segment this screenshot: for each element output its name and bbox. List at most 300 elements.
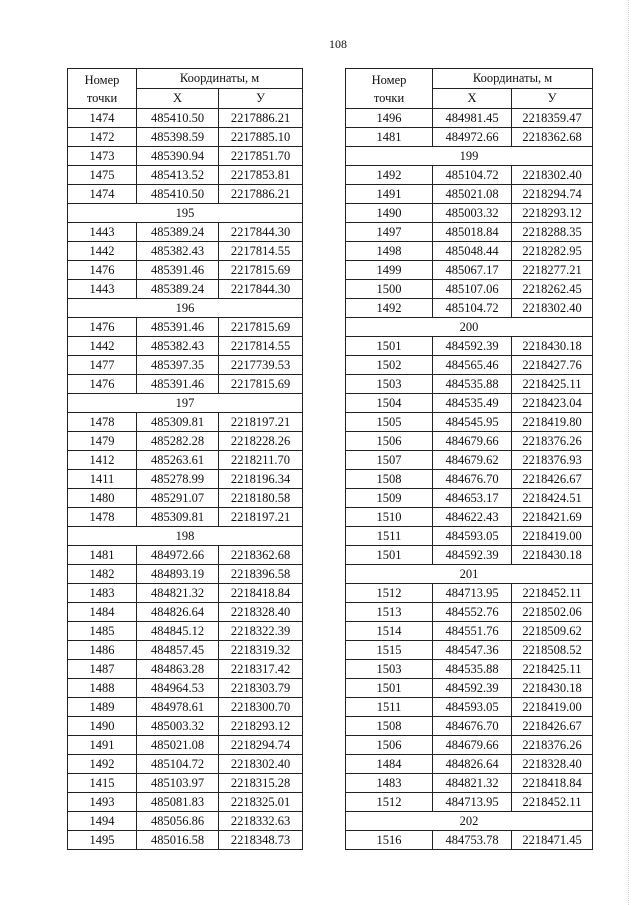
table-row [346,394,593,413]
table-row [68,356,303,375]
y-coordinate-cell: 2217815.69 [219,318,303,337]
table-row [346,717,593,736]
table-row [346,831,593,850]
section-row [68,299,303,318]
table-row [68,451,303,470]
y-coordinate-cell: 2218180.58 [219,489,303,508]
table-row [346,223,593,242]
table-row [346,546,593,565]
y-coordinate-cell: 2218277.21 [512,261,593,280]
x-coordinate-cell: 484845.12 [137,622,219,641]
section-row [346,147,593,166]
x-coordinate-cell: 484981.45 [433,109,512,128]
table-row [346,242,593,261]
x-coordinate-cell: 485016.58 [137,831,219,850]
y-coordinate-cell: 2218502.06 [512,603,593,622]
point-number-cell: 1512 [346,584,433,603]
table-row [68,622,303,641]
x-coordinate-cell: 485309.81 [137,508,219,527]
point-number-cell: 1508 [346,470,433,489]
x-coordinate-cell: 484753.78 [433,831,512,850]
table-row [68,128,303,147]
point-number-cell: 1490 [68,717,137,736]
y-coordinate-cell: 2217851.70 [219,147,303,166]
x-coordinate-cell: 484622.43 [433,508,512,527]
point-number-cell: 1485 [68,622,137,641]
x-coordinate-cell: 485278.99 [137,470,219,489]
table-row [346,280,593,299]
table-row [346,489,593,508]
x-coordinate-cell: 484972.66 [433,128,512,147]
coordinates-table-right [345,68,593,850]
section-row [346,318,593,337]
table-header [68,69,303,109]
y-coordinate-cell: 2218376.26 [512,432,593,451]
x-coordinate-cell: 484676.70 [433,470,512,489]
section-row [68,204,303,223]
point-number-cell: 1491 [68,736,137,755]
x-coordinate-cell: 485104.72 [433,166,512,185]
table-row [346,527,593,546]
x-coordinate-cell: 484592.39 [433,546,512,565]
table-row [346,261,593,280]
point-number-cell: 1515 [346,641,433,660]
table-row [68,280,303,299]
y-coordinate-cell: 2218419.00 [512,527,593,546]
point-number-cell: 1500 [346,280,433,299]
point-number-cell: 1411 [68,470,137,489]
point-number-header-label: Номер точки [371,72,407,105]
point-number-cell: 1516 [346,831,433,850]
point-number-cell: 1504 [346,394,433,413]
x-coordinate-cell: 485291.07 [137,489,219,508]
x-header: X [137,89,219,109]
y-coordinate-cell: 2218418.84 [219,584,303,603]
point-number-cell: 1492 [346,299,433,318]
point-number-cell: 1481 [346,128,433,147]
point-number-header-label: Номер точки [84,72,120,105]
point-number-cell: 1506 [346,432,433,451]
x-coordinate-cell: 484972.66 [137,546,219,565]
point-number-cell: 1509 [346,489,433,508]
point-number-cell: 1498 [346,242,433,261]
x-coordinate-cell: 485021.08 [433,185,512,204]
table-row [346,584,593,603]
y-coordinate-cell: 2218426.67 [512,717,593,736]
y-coordinate-cell: 2218302.40 [512,166,593,185]
y-coordinate-cell: 2218293.12 [512,204,593,223]
table-row [68,584,303,603]
y-coordinate-cell: 2218332.63 [219,812,303,831]
y-coordinate-cell: 2217739.53 [219,356,303,375]
y-coordinate-cell: 2218376.93 [512,451,593,470]
table-row [346,774,593,793]
y-coordinate-cell: 2218302.40 [512,299,593,318]
y-coordinate-cell: 2218452.11 [512,793,593,812]
point-number-cell: 1495 [68,831,137,850]
x-coordinate-cell: 485410.50 [137,185,219,204]
point-number-cell: 1474 [68,109,137,128]
y-coordinate-cell: 2218509.62 [512,622,593,641]
y-coordinate-cell: 2218471.45 [512,831,593,850]
y-coordinate-cell: 2218317.42 [219,660,303,679]
x-header: X [433,89,512,109]
table-row [346,736,593,755]
x-coordinate-cell: 484821.32 [433,774,512,793]
point-number-cell: 1482 [68,565,137,584]
y-coordinate-cell: 2217886.21 [219,109,303,128]
x-coordinate-cell: 484535.49 [433,394,512,413]
table-row [346,204,593,223]
table-row [346,679,593,698]
y-coordinate-cell: 2218362.68 [512,128,593,147]
x-coordinate-cell: 485107.06 [433,280,512,299]
table-row [68,736,303,755]
point-number-cell: 1483 [68,584,137,603]
y-coordinate-cell: 2217844.30 [219,223,303,242]
y-coordinate-cell: 2218211.70 [219,451,303,470]
y-coordinate-cell: 2218197.21 [219,413,303,432]
x-coordinate-cell: 485413.52 [137,166,219,185]
x-coordinate-cell: 485390.94 [137,147,219,166]
y-coordinate-cell: 2218430.18 [512,679,593,698]
point-number-cell: 1514 [346,622,433,641]
table-row [68,717,303,736]
table-row [68,185,303,204]
table-row [68,166,303,185]
y-coordinate-cell: 2218362.68 [219,546,303,565]
x-coordinate-cell: 484821.32 [137,584,219,603]
point-number-cell: 1492 [346,166,433,185]
point-number-cell: 1473 [68,147,137,166]
table-row [346,622,593,641]
table-row [68,565,303,584]
x-coordinate-cell: 485003.32 [137,717,219,736]
point-number-cell: 1484 [346,755,433,774]
x-coordinate-cell: 484679.62 [433,451,512,470]
point-number-cell: 1490 [346,204,433,223]
y-coordinate-cell: 2218315.28 [219,774,303,793]
x-coordinate-cell: 485389.24 [137,223,219,242]
y-coordinate-cell: 2218348.73 [219,831,303,850]
x-coordinate-cell: 484679.66 [433,432,512,451]
y-coordinate-cell: 2218322.39 [219,622,303,641]
point-number-cell: 1476 [68,318,137,337]
y-coordinate-cell: 2218418.84 [512,774,593,793]
table-row [68,546,303,565]
table-row [68,603,303,622]
section-number: 200 [346,318,593,337]
point-number-cell: 1478 [68,413,137,432]
y-coordinate-cell: 2218319.32 [219,641,303,660]
point-number-cell: 1497 [346,223,433,242]
y-coordinate-cell: 2217886.21 [219,185,303,204]
x-coordinate-cell: 485397.35 [137,356,219,375]
x-coordinate-cell: 484713.95 [433,793,512,812]
point-number-cell: 1513 [346,603,433,622]
y-coordinate-cell: 2218425.11 [512,660,593,679]
section-row [68,527,303,546]
point-number-cell: 1489 [68,698,137,717]
table-row [346,641,593,660]
table-row [346,166,593,185]
x-coordinate-cell: 485391.46 [137,318,219,337]
y-coordinate-cell: 2218424.51 [512,489,593,508]
table-row [68,508,303,527]
x-coordinate-cell: 484893.19 [137,565,219,584]
table-row [346,755,593,774]
x-coordinate-cell: 484863.28 [137,660,219,679]
point-number-cell: 1486 [68,641,137,660]
y-coordinate-cell: 2218396.58 [219,565,303,584]
x-coordinate-cell: 485003.32 [433,204,512,223]
y-coordinate-cell: 2218196.34 [219,470,303,489]
y-coordinate-cell: 2218430.18 [512,337,593,356]
y-coordinate-cell: 2217853.81 [219,166,303,185]
x-coordinate-cell: 484826.64 [137,603,219,622]
point-number-cell: 1487 [68,660,137,679]
x-coordinate-cell: 484547.36 [433,641,512,660]
table-row [68,109,303,128]
point-number-cell: 1501 [346,679,433,698]
y-coordinate-cell: 2218302.40 [219,755,303,774]
point-number-cell: 1443 [68,280,137,299]
table-row [346,470,593,489]
point-number-cell: 1476 [68,261,137,280]
y-coordinate-cell: 2218288.35 [512,223,593,242]
x-coordinate-cell: 485056.86 [137,812,219,831]
x-coordinate-cell: 484592.39 [433,679,512,698]
table-row [68,660,303,679]
section-number: 202 [346,812,593,831]
point-number-cell: 1496 [346,109,433,128]
y-coordinate-cell: 2218293.12 [219,717,303,736]
x-coordinate-cell: 484592.39 [433,337,512,356]
section-number: 196 [68,299,303,318]
y-coordinate-cell: 2217814.55 [219,337,303,356]
x-coordinate-cell: 485021.08 [137,736,219,755]
point-number-cell: 1415 [68,774,137,793]
x-coordinate-cell: 484679.66 [433,736,512,755]
y-coordinate-cell: 2218423.04 [512,394,593,413]
point-number-cell: 1499 [346,261,433,280]
point-number-cell: 1442 [68,337,137,356]
point-number-cell: 1501 [346,337,433,356]
table-row [346,660,593,679]
y-coordinate-cell: 2217844.30 [219,280,303,299]
point-number-cell: 1512 [346,793,433,812]
section-number: 201 [346,565,593,584]
x-coordinate-cell: 485382.43 [137,242,219,261]
point-number-cell: 1443 [68,223,137,242]
x-coordinate-cell: 484676.70 [433,717,512,736]
x-coordinate-cell: 484535.88 [433,375,512,394]
x-coordinate-cell: 484857.45 [137,641,219,660]
table-body [68,109,303,850]
section-row [68,394,303,413]
table-row [68,489,303,508]
x-coordinate-cell: 484551.76 [433,622,512,641]
table-row [68,261,303,280]
point-number-header [68,69,137,109]
point-number-cell: 1491 [346,185,433,204]
point-number-cell: 1474 [68,185,137,204]
y-coordinate-cell: 2218426.67 [512,470,593,489]
x-coordinate-cell: 485104.72 [137,755,219,774]
y-coordinate-cell: 2218325.01 [219,793,303,812]
point-number-cell: 1503 [346,375,433,394]
y-coordinate-cell: 2217815.69 [219,261,303,280]
table-row [68,318,303,337]
x-coordinate-cell: 485081.83 [137,793,219,812]
y-coordinate-cell: 2218328.40 [512,755,593,774]
y-coordinate-cell: 2218421.69 [512,508,593,527]
y-coordinate-cell: 2218262.45 [512,280,593,299]
y-coordinate-cell: 2218228.26 [219,432,303,451]
x-coordinate-cell: 485018.84 [433,223,512,242]
y-coordinate-cell: 2218197.21 [219,508,303,527]
table-row [346,299,593,318]
point-number-cell: 1507 [346,451,433,470]
y-coordinate-cell: 2218508.52 [512,641,593,660]
point-number-cell: 1503 [346,660,433,679]
point-number-cell: 1478 [68,508,137,527]
table-row [68,774,303,793]
table-row [346,109,593,128]
table-row [68,470,303,489]
scan-edge-line [628,0,629,905]
x-coordinate-cell: 485104.72 [433,299,512,318]
section-row [346,565,593,584]
table-row [346,698,593,717]
table-row [68,432,303,451]
table-header [346,69,593,109]
table-row [68,147,303,166]
table-row [68,755,303,774]
header-row [346,69,593,89]
x-coordinate-cell: 484565.46 [433,356,512,375]
table-body [346,109,593,850]
point-number-cell: 1510 [346,508,433,527]
header-row [68,69,303,89]
page-number: 108 [329,37,347,51]
table-row [68,375,303,394]
point-number-cell: 1505 [346,413,433,432]
y-coordinate-cell: 2218282.95 [512,242,593,261]
table-row [68,812,303,831]
section-row [346,812,593,831]
x-coordinate-cell: 484964.53 [137,679,219,698]
x-coordinate-cell: 484593.05 [433,698,512,717]
table-row [346,185,593,204]
point-number-cell: 1442 [68,242,137,261]
section-number: 195 [68,204,303,223]
coordinates-table-left [67,68,303,850]
table-row [346,508,593,527]
x-coordinate-cell: 484978.61 [137,698,219,717]
y-coordinate-cell: 2218359.47 [512,109,593,128]
point-number-cell: 1494 [68,812,137,831]
point-number-cell: 1488 [68,679,137,698]
x-coordinate-cell: 485263.61 [137,451,219,470]
x-coordinate-cell: 485309.81 [137,413,219,432]
table-row [68,831,303,850]
point-number-cell: 1511 [346,698,433,717]
table-row [68,679,303,698]
table-row [68,242,303,261]
x-coordinate-cell: 485382.43 [137,337,219,356]
x-coordinate-cell: 484653.17 [433,489,512,508]
x-coordinate-cell: 485398.59 [137,128,219,147]
y-coordinate-cell: 2218294.74 [219,736,303,755]
x-coordinate-cell: 484826.64 [433,755,512,774]
x-coordinate-cell: 484535.88 [433,660,512,679]
y-coordinate-cell: 2218294.74 [512,185,593,204]
point-number-cell: 1492 [68,755,137,774]
point-number-cell: 1508 [346,717,433,736]
x-coordinate-cell: 485067.17 [433,261,512,280]
table-row [68,413,303,432]
point-number-cell: 1476 [68,375,137,394]
y-coordinate-cell: 2218425.11 [512,375,593,394]
section-number: 199 [346,147,593,166]
table-row [346,337,593,356]
x-coordinate-cell: 485391.46 [137,261,219,280]
y-coordinate-cell: 2217815.69 [219,375,303,394]
coordinates-header: Координаты, м [433,69,593,89]
point-number-header [346,69,433,109]
table-row [68,698,303,717]
x-coordinate-cell: 485048.44 [433,242,512,261]
point-number-cell: 1483 [346,774,433,793]
point-number-cell: 1480 [68,489,137,508]
y-header: У [512,89,593,109]
y-header: У [219,89,303,109]
table-row [68,337,303,356]
x-coordinate-cell: 484545.95 [433,413,512,432]
point-number-cell: 1506 [346,736,433,755]
table-row [68,641,303,660]
y-coordinate-cell: 2218427.76 [512,356,593,375]
x-coordinate-cell: 485103.97 [137,774,219,793]
section-number: 198 [68,527,303,546]
table-row [346,375,593,394]
x-coordinate-cell: 485410.50 [137,109,219,128]
y-coordinate-cell: 2217885.10 [219,128,303,147]
x-coordinate-cell: 484593.05 [433,527,512,546]
x-coordinate-cell: 484552.76 [433,603,512,622]
point-number-cell: 1412 [68,451,137,470]
y-coordinate-cell: 2218303.79 [219,679,303,698]
y-coordinate-cell: 2218300.70 [219,698,303,717]
point-number-cell: 1472 [68,128,137,147]
table-row [346,793,593,812]
y-coordinate-cell: 2218328.40 [219,603,303,622]
x-coordinate-cell: 485389.24 [137,280,219,299]
point-number-cell: 1477 [68,356,137,375]
table-row [346,451,593,470]
point-number-cell: 1484 [68,603,137,622]
table-row [68,793,303,812]
x-coordinate-cell: 484713.95 [433,584,512,603]
table-row [346,413,593,432]
point-number-cell: 1502 [346,356,433,375]
point-number-cell: 1493 [68,793,137,812]
y-coordinate-cell: 2218452.11 [512,584,593,603]
point-number-cell: 1511 [346,527,433,546]
point-number-cell: 1475 [68,166,137,185]
table-row [346,603,593,622]
